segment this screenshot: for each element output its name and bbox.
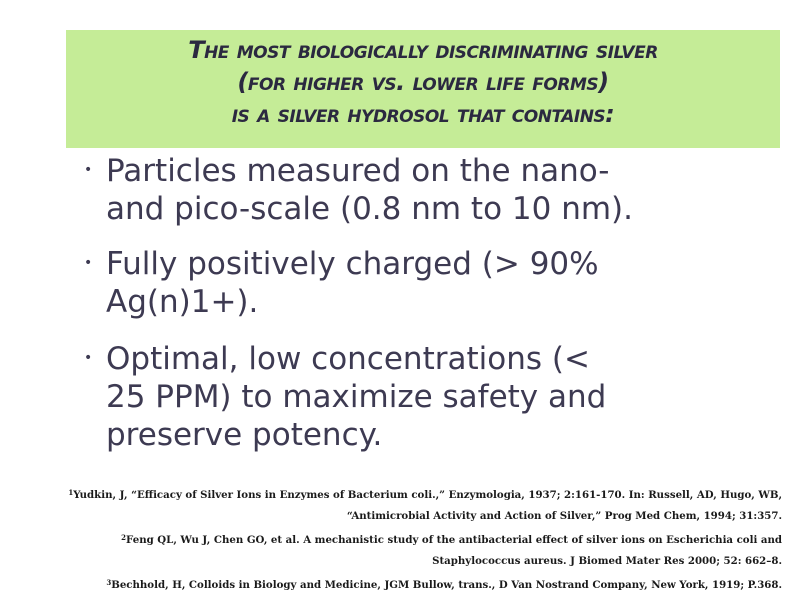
- references: [52, 482, 782, 596]
- reference-2-line-1: Feng QL, Wu J, Chen GO, et al. A mechanistic study of the antibacterial effect of silver ions on Escherichia coli and: [126, 534, 782, 546]
- bullet-1-line-1: Particles measured on the nano-: [106, 153, 610, 189]
- bullet-3-line-2: 25 PPM) to maximize safety and: [106, 379, 607, 415]
- reference-2-line-2: Staphylococcus aureus. J Biomed Mater Res 2000; 52: 662–8.: [432, 555, 782, 567]
- bullet-marker: •: [84, 255, 93, 271]
- title-line-2: (for higher vs. lower life forms): [237, 68, 609, 96]
- reference-1-line-1: Yudkin, J, “Efficacy of Silver Ions in Enzymes of Bacterium coli.,” Enzymologia, 1937; 2:161-170. In: Russell, AD, Hugo, WB,: [73, 489, 782, 501]
- bullet-marker: •: [84, 350, 93, 366]
- bullet-marker: •: [84, 162, 93, 178]
- bullet-2-line-1: Fully positively charged (> 90%: [106, 246, 599, 282]
- bullet-item-3: [106, 340, 606, 454]
- reference-1-line-2: “Antimicrobial Activity and Action of Silver,” Prog Med Chem, 1994; 31:357.: [346, 510, 782, 522]
- title-line-3: is a silver hydrosol that contains:: [231, 100, 615, 128]
- bullet-item-1: [106, 152, 633, 228]
- reference-1-number: 1: [68, 488, 74, 497]
- reference-1-continued: [52, 506, 782, 527]
- reference-3: [52, 572, 782, 596]
- title-banner: [66, 30, 780, 148]
- bullet-1-line-2: and pico-scale (0.8 nm to 10 nm).: [106, 191, 633, 227]
- reference-2: [52, 527, 782, 551]
- bullet-2-line-2: Ag(n)1+).: [106, 284, 259, 320]
- title-line-1: The most biologically discriminating silver: [188, 36, 658, 64]
- bullet-3-line-3: preserve potency.: [106, 417, 383, 453]
- reference-3-number: 3: [106, 578, 112, 587]
- bullet-item-2: [106, 245, 599, 321]
- bullet-3-line-1: Optimal, low concentrations (<: [106, 341, 590, 377]
- reference-1: [52, 482, 782, 506]
- reference-2-continued: [52, 551, 782, 572]
- reference-2-number: 2: [121, 533, 127, 542]
- reference-3-line-1: Bechhold, H, Colloids in Biology and Medicine, JGM Bullow, trans., D Van Nostrand Company, New York, 1919; P.368.: [111, 579, 782, 591]
